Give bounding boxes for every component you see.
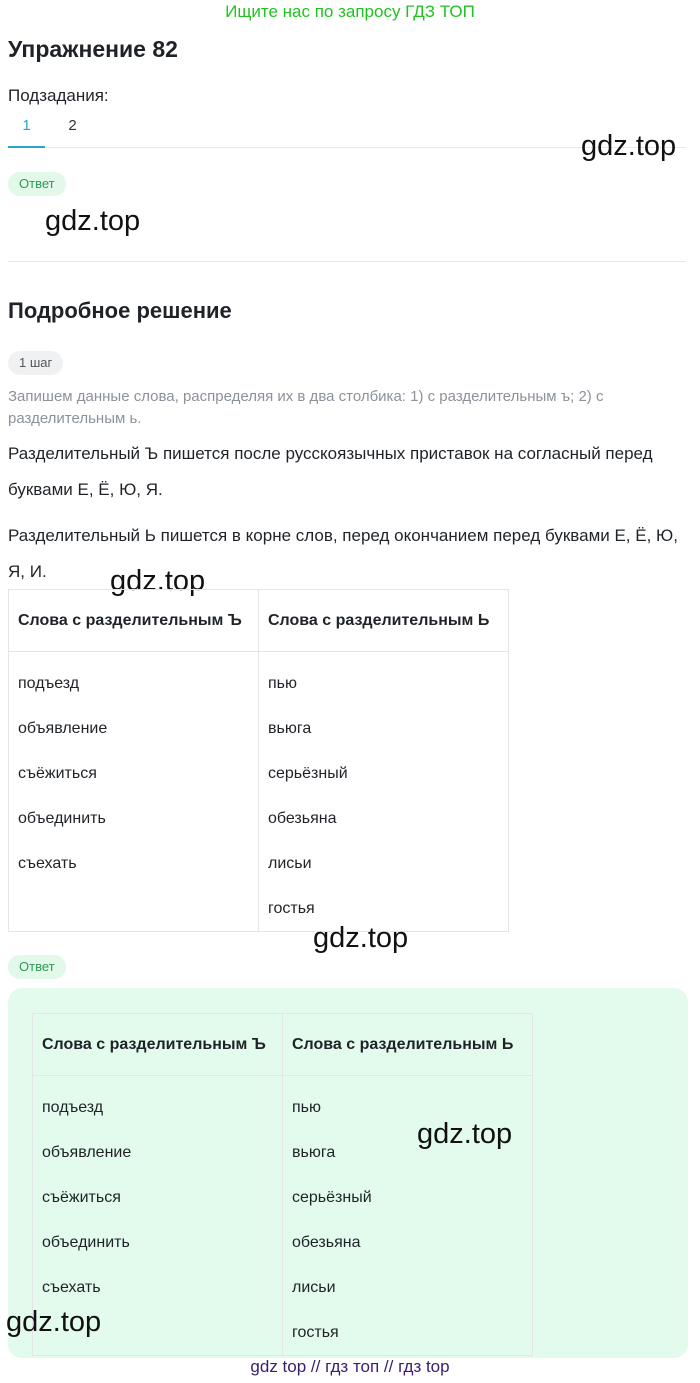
table-cell: пью <box>283 1076 533 1131</box>
answer-table <box>32 1013 533 1356</box>
answer-badge: Ответ <box>8 172 66 196</box>
rule-soft-sign: Разделительный Ь пишется в корне слов, перед окончанием перед буквами Е, Ё, Ю, Я, И. <box>8 526 678 581</box>
page-title: Упражнение 82 <box>8 36 178 62</box>
watermark: gdz.top <box>110 565 206 597</box>
table-cell: съехать <box>9 842 259 887</box>
search-banner: Ищите нас по запросу ГДЗ ТОП <box>225 2 475 21</box>
subtasks-label: Подзадания: <box>8 86 109 105</box>
answer-badge: Ответ <box>8 955 66 979</box>
step-badge: 1 шаг <box>8 351 63 375</box>
table-cell: съёжиться <box>9 752 259 797</box>
table-cell <box>9 887 259 932</box>
column-header-hard-sign: Слова с разделительным Ъ <box>9 590 259 652</box>
solution-table <box>8 589 509 932</box>
watermark: gdz.top <box>6 1306 102 1338</box>
table-cell: лисьи <box>259 842 509 887</box>
table-cell: вьюга <box>259 707 509 752</box>
column-header-hard-sign: Слова с разделительным Ъ <box>33 1014 283 1076</box>
watermark: gdz.top <box>581 130 677 162</box>
table-cell: гостья <box>283 1311 533 1356</box>
table-cell: серьёзный <box>259 752 509 797</box>
table-cell: подъезд <box>9 652 259 707</box>
table-cell: объединить <box>33 1221 283 1266</box>
table-cell: вьюга <box>283 1131 533 1176</box>
column-header-soft-sign: Слова с разделительным Ь <box>259 590 509 652</box>
table-cell: пью <box>259 652 509 707</box>
tab-subtask-2[interactable]: 2 <box>68 117 77 134</box>
table-cell: объединить <box>9 797 259 842</box>
table-cell: подъезд <box>33 1076 283 1131</box>
table-cell: обезьяна <box>259 797 509 842</box>
watermark: gdz.top <box>313 922 409 954</box>
watermark: gdz.top <box>417 1118 513 1150</box>
table-cell: лисьи <box>283 1266 533 1311</box>
tab-subtask-1[interactable]: 1 <box>8 108 45 148</box>
column-header-soft-sign: Слова с разделительным Ь <box>283 1014 533 1076</box>
table-cell: серьёзный <box>283 1176 533 1221</box>
table-cell: объявление <box>9 707 259 752</box>
intro-text: Запишем данные слова, распределяя их в два столбика: 1) с разделительным ъ; 2) с разделительным ь. <box>8 388 604 427</box>
table-cell: гостья <box>259 887 509 932</box>
table-cell: съёжиться <box>33 1176 283 1221</box>
section-title: Подробное решение <box>8 298 232 323</box>
table-cell: объявление <box>33 1131 283 1176</box>
watermark: gdz.top <box>45 205 141 237</box>
footer-links: gdz top // гдз топ // гдз top <box>250 1357 450 1376</box>
table-cell: обезьяна <box>283 1221 533 1266</box>
divider <box>8 261 686 262</box>
rule-hard-sign: Разделительный Ъ пишется после русскоязычных приставок на согласный перед буквами Е, Ё, Ю, Я. <box>8 444 653 499</box>
table-cell: съехать <box>33 1266 283 1311</box>
